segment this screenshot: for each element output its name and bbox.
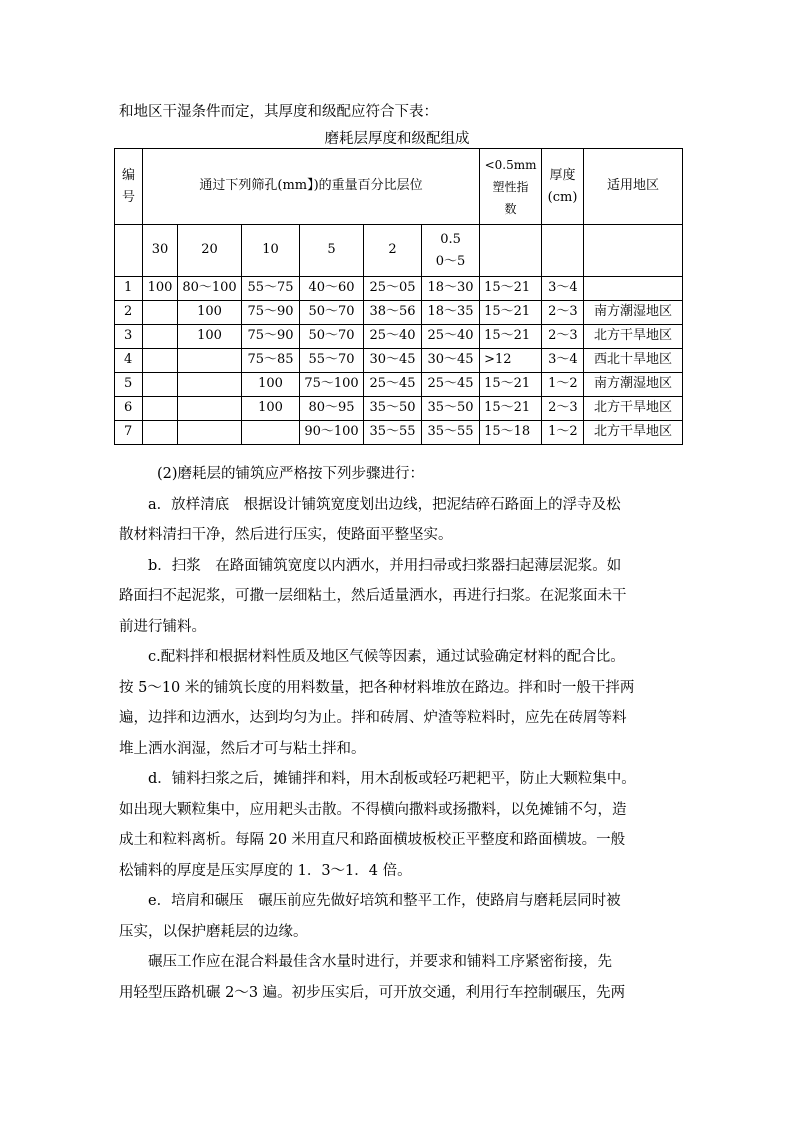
cell-t: 3～4 [542, 277, 584, 301]
paragraph-line: 散材料清扫干净，然后进行压实，使路面平整坚实。 [119, 527, 453, 543]
paragraph-line: 路面扫不起泥浆，可撒一层细粘土，然后适量洒水，再进行扫浆。在泥浆面未干 [119, 588, 627, 604]
paragraph-line: a．放样清底 根据设计铺筑宽度划出边线，把泥结碎石路面上的浮寺及松 [148, 496, 621, 513]
cell-pi: 15～21 [480, 397, 542, 421]
gradation-table [114, 148, 683, 445]
table-body [115, 277, 683, 445]
cell-pi: >12 [480, 349, 542, 373]
cell-t: 2～3 [542, 301, 584, 325]
cell-s5: 50～70 [300, 301, 364, 325]
cell-no: 5 [115, 373, 143, 397]
cell-region: 北方干旱地区 [584, 325, 683, 349]
sieve-row [115, 225, 683, 277]
cell-s05: 18～35 [422, 301, 480, 325]
cell-s30: 100 [143, 277, 178, 301]
cell-t: 2～3 [542, 397, 584, 421]
cell-s2: 25～05 [364, 277, 422, 301]
paragraph-line: b．扫浆 在路面铺筑宽度以内洒水，并用扫帚或扫浆器扫起薄层泥浆。如 [148, 557, 622, 574]
header-no: 编 号 [115, 149, 143, 225]
paragraph-line: 用轻型压路机碾 2～3 遍。初步压实后，可开放交通，利用行车控制碾压，先两 [119, 984, 626, 1001]
cell-s05: 25～45 [422, 373, 480, 397]
cell-s05: 18～30 [422, 277, 480, 301]
cell-t: 2～3 [542, 325, 584, 349]
table-row [115, 397, 683, 421]
cell-s2: 25～40 [364, 325, 422, 349]
cell-s10: 100 [242, 397, 300, 421]
cell-s05: 35～55 [422, 421, 480, 445]
paragraph-line: 遍，边拌和边洒水，达到均匀为止。拌和砖屑、炉渣等粒料时，应先在砖屑等料 [119, 710, 627, 726]
cell-t: 1～2 [542, 421, 584, 445]
table-row [115, 301, 683, 325]
cell-s10: 75～90 [242, 325, 300, 349]
sieve-2: 2 [364, 225, 422, 277]
paragraph-line: d．铺料扫浆之后，摊铺拌和料，用木刮板或轻巧耙耙平，防止大颗粒集中。 [148, 771, 636, 787]
cell-no: 7 [115, 421, 143, 445]
header-thickness: 厚度 (cm) [542, 149, 584, 225]
cell-s2: 25～45 [364, 373, 422, 397]
cell-s20: 100 [178, 301, 242, 325]
cell-s2: 35～50 [364, 397, 422, 421]
paragraph-line: 前进行铺料。 [119, 618, 206, 635]
paragraph-line: 松铺料的厚度是压实厚度的 1．3～1．4 倍。 [119, 862, 412, 879]
cell-region: 北方干旱地区 [584, 421, 683, 445]
header-row [115, 149, 683, 225]
sieve-10: 10 [242, 225, 300, 277]
cell-s2: 38～56 [364, 301, 422, 325]
cell-s20: 100 [178, 325, 242, 349]
table-row [115, 349, 683, 373]
cell-region: 南方潮湿地区 [584, 301, 683, 325]
cell-s20 [178, 421, 242, 445]
sieve-5: 5 [300, 225, 364, 277]
cell-pi: 15～18 [480, 421, 542, 445]
paragraph-line: 成土和粒料离析。每隔 20 米用直尺和路面横坡板校正平整度和路面横坡。一般 [119, 832, 626, 848]
cell-pi: 15～21 [480, 373, 542, 397]
cell-pi: 15～21 [480, 325, 542, 349]
cell-s2: 30～45 [364, 349, 422, 373]
cell-s10: 75～90 [242, 301, 300, 325]
cell-s20 [178, 373, 242, 397]
cell-s10 [242, 421, 300, 445]
sieve-20: 20 [178, 225, 242, 277]
cell-no: 4 [115, 349, 143, 373]
cell-s05: 30～45 [422, 349, 480, 373]
cell-s05: 35～50 [422, 397, 480, 421]
cell-s5: 90～100 [300, 421, 364, 445]
header-plasticity: <0.5mm 塑性指 数 [480, 149, 542, 225]
cell-s10: 100 [242, 373, 300, 397]
cell-region: 西北十旱地区 [584, 349, 683, 373]
cell-t: 3～4 [542, 349, 584, 373]
cell-pi: 15～21 [480, 301, 542, 325]
table-row [115, 373, 683, 397]
sieve-05: 0.5 0～5 [422, 225, 480, 277]
table-row [115, 325, 683, 349]
header-region: 适用地区 [584, 149, 683, 225]
paragraph-line: 压实，以保护磨耗层的边缘。 [119, 923, 308, 940]
cell-s05: 25～40 [422, 325, 480, 349]
paragraph-line: 按 5～10 米的铺筑长度的用料数量，把各种材料堆放在路边。拌和时一般干拌两 [119, 679, 635, 696]
cell-s5: 80～95 [300, 397, 364, 421]
cell-region [584, 277, 683, 301]
cell-s5: 40～60 [300, 277, 364, 301]
table-row [115, 421, 683, 445]
paragraph-line: 堆上洒水润湿，然后才可与粘土拌和。 [119, 740, 366, 757]
table-caption: 磨耗层厚度和级配组成 [324, 131, 470, 147]
cell-s20: 80～100 [178, 277, 242, 301]
intro-line: 和地区干湿条件而定，其厚度和级配应符合下表： [119, 104, 438, 120]
cell-s5: 50～70 [300, 325, 364, 349]
cell-t: 1～2 [542, 373, 584, 397]
cell-s10: 55～75 [242, 277, 300, 301]
cell-no: 2 [115, 301, 143, 325]
table-row [115, 277, 683, 301]
paragraph-line: e．培肩和碾压 碾压前应先做好培筑和整平工作，使路肩与磨耗层同时被 [148, 893, 621, 909]
cell-s30 [143, 373, 178, 397]
cell-s10: 75～85 [242, 349, 300, 373]
cell-s30 [143, 349, 178, 373]
cell-no: 3 [115, 325, 143, 349]
cell-s30 [143, 421, 178, 445]
cell-region: 南方潮湿地区 [584, 373, 683, 397]
cell-no: 6 [115, 397, 143, 421]
paragraph-line: 碾压工作应在混合料最佳含水量时进行，并要求和铺料工序紧密衔接，先 [148, 954, 612, 970]
sieve-30: 30 [143, 225, 178, 277]
cell-region: 北方干旱地区 [584, 397, 683, 421]
cell-s20 [178, 349, 242, 373]
header-passing: 通过下列筛孔(mm】)的重量百分比层位 [143, 149, 480, 225]
paragraph-line: (2)磨耗层的铺筑应严格按下列步骤进行： [157, 466, 425, 482]
paragraph-line: c.配料拌和根据材料性质及地区气候等因素，通过试验确定材料的配合比。 [148, 649, 625, 665]
cell-s30 [143, 325, 178, 349]
cell-s20 [178, 397, 242, 421]
cell-s5: 55～70 [300, 349, 364, 373]
cell-pi: 15～21 [480, 277, 542, 301]
cell-s5: 75～100 [300, 373, 364, 397]
cell-s30 [143, 301, 178, 325]
cell-s30 [143, 397, 178, 421]
cell-s2: 35～55 [364, 421, 422, 445]
paragraph-line: 如出现大颗粒集中，应用耙头击散。不得横向撒料或扬撒料，以免摊铺不匀，造 [119, 801, 627, 818]
cell-no: 1 [115, 277, 143, 301]
